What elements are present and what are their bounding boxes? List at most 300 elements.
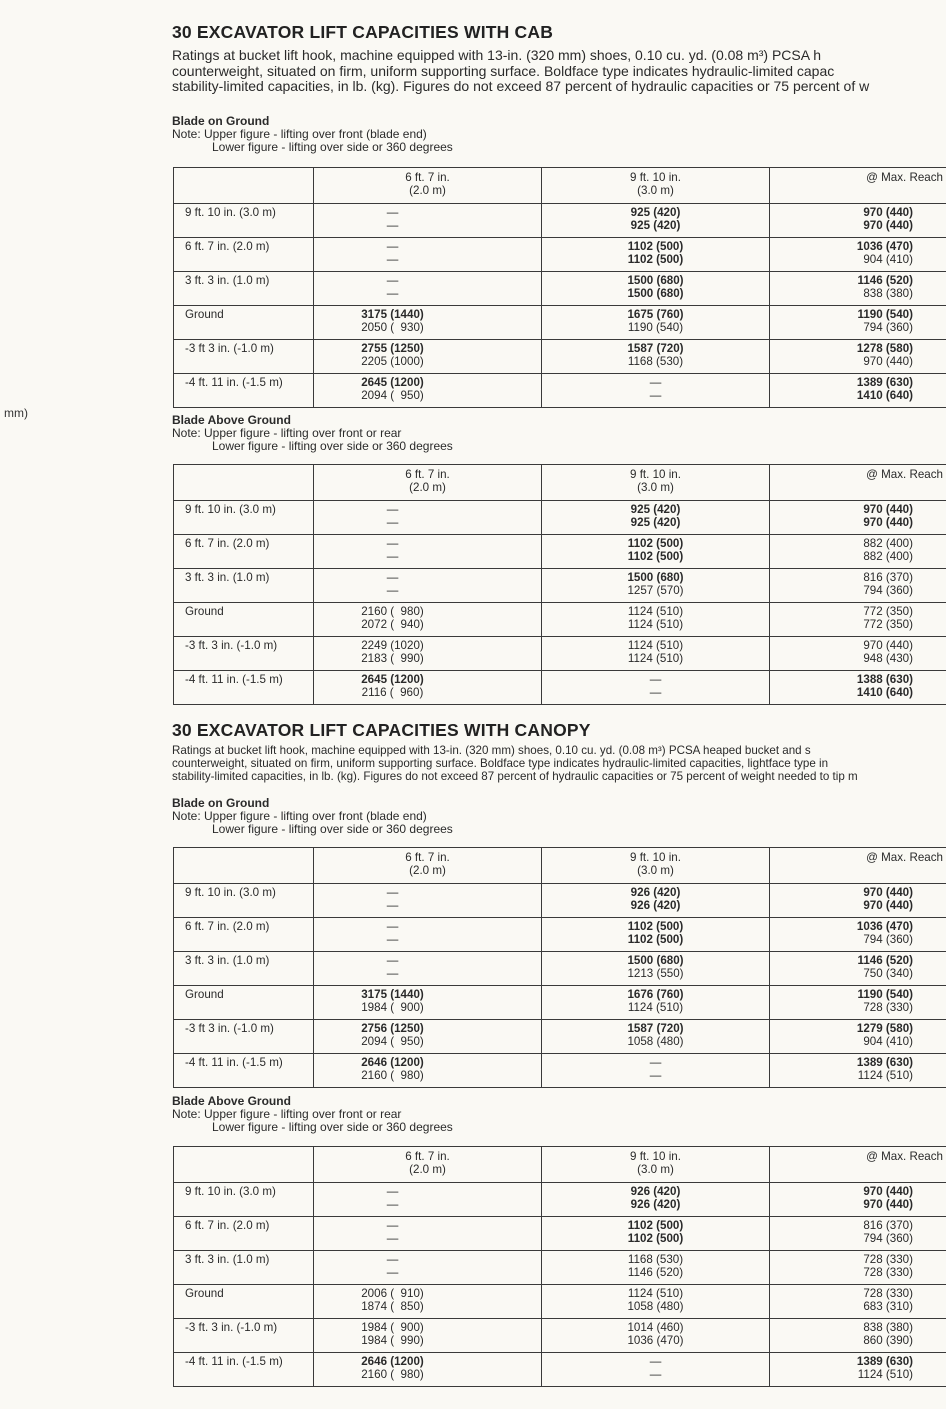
lower-figure: 904 (410) bbox=[863, 253, 913, 266]
upper-figure: 1500 (680) bbox=[627, 571, 684, 584]
upper-figure: 1036 (470) bbox=[856, 920, 913, 933]
upper-figure: 1124 (510) bbox=[627, 1287, 684, 1300]
lower-figure: 2160 ( 980) bbox=[361, 1069, 424, 1082]
canopy-intro bbox=[172, 744, 946, 783]
upper-figure: 2756 (1250) bbox=[361, 1022, 424, 1035]
capacity-cell bbox=[542, 603, 770, 637]
upper-figure: — bbox=[386, 1253, 399, 1266]
capacity-cell bbox=[770, 1054, 946, 1088]
upper-figure: — bbox=[386, 206, 399, 219]
upper-figure: 1676 (760) bbox=[627, 988, 684, 1001]
corner-cell bbox=[174, 168, 314, 204]
corner-cell bbox=[174, 1147, 314, 1183]
lower-figure: 2116 ( 960) bbox=[361, 686, 424, 699]
column-header bbox=[770, 848, 946, 884]
lower-figure: 904 (410) bbox=[863, 1035, 913, 1048]
upper-figure: 1190 (540) bbox=[857, 308, 913, 321]
lower-figure: 2094 ( 950) bbox=[361, 1035, 424, 1048]
capacity-cell bbox=[314, 1020, 542, 1054]
table-row bbox=[174, 1353, 946, 1387]
height-label: -4 ft. 11 in. (-1.5 m) bbox=[174, 1353, 314, 1387]
lower-figure: 925 (420) bbox=[630, 219, 681, 232]
upper-figure: 816 (370) bbox=[863, 1219, 913, 1232]
capacity-cell bbox=[770, 918, 946, 952]
height-label: -3 ft 3 in. (-1.0 m) bbox=[174, 340, 314, 374]
canopy-section-title: 30 EXCAVATOR LIFT CAPACITIES WITH CANOPY bbox=[172, 720, 591, 740]
capacity-cell bbox=[542, 535, 770, 569]
capacity-cell bbox=[770, 204, 946, 238]
capacity-cell bbox=[314, 306, 542, 340]
lower-figure: 1058 (480) bbox=[627, 1300, 684, 1313]
upper-figure: — bbox=[386, 274, 399, 287]
table-row bbox=[174, 204, 946, 238]
upper-figure: 2755 (1250) bbox=[361, 342, 424, 355]
column-header-line: (2.0 m) bbox=[409, 481, 446, 494]
column-header bbox=[314, 848, 542, 884]
lower-figure: 970 (440) bbox=[863, 1198, 913, 1211]
capacity-cell bbox=[314, 535, 542, 569]
upper-figure: 926 (420) bbox=[630, 886, 681, 899]
upper-figure: — bbox=[386, 1219, 399, 1232]
upper-figure: 1102 (500) bbox=[627, 240, 684, 253]
capacity-cell bbox=[314, 952, 542, 986]
upper-figure: 1102 (500) bbox=[627, 920, 684, 933]
upper-figure: 2645 (1200) bbox=[361, 673, 424, 686]
upper-figure: 970 (440) bbox=[863, 206, 913, 219]
table-heading: Blade Above Ground bbox=[172, 413, 291, 427]
table-row bbox=[174, 501, 946, 535]
upper-figure: 1500 (680) bbox=[627, 274, 684, 287]
column-header bbox=[542, 1147, 770, 1183]
lower-figure: 970 (440) bbox=[863, 899, 913, 912]
table-row bbox=[174, 671, 946, 705]
capacity-cell bbox=[770, 374, 946, 408]
capacity-cell bbox=[542, 1183, 770, 1217]
capacity-cell bbox=[770, 569, 946, 603]
upper-figure: 2646 (1200) bbox=[361, 1056, 424, 1069]
height-label: 9 ft. 10 in. (3.0 m) bbox=[174, 884, 314, 918]
column-header-line: 9 ft. 10 in. bbox=[630, 171, 681, 184]
capacity-cell bbox=[314, 671, 542, 705]
upper-figure: 2160 ( 980) bbox=[361, 605, 424, 618]
table-row bbox=[174, 1285, 946, 1319]
capacity-cell bbox=[314, 340, 542, 374]
column-header bbox=[542, 465, 770, 501]
upper-figure: — bbox=[386, 571, 399, 584]
height-label: 6 ft. 7 in. (2.0 m) bbox=[174, 1217, 314, 1251]
lower-figure: — bbox=[386, 899, 399, 912]
column-header bbox=[770, 465, 946, 501]
lift-capacity-table bbox=[173, 847, 946, 1088]
capacity-cell bbox=[542, 1319, 770, 1353]
upper-figure: 2645 (1200) bbox=[361, 376, 424, 389]
header-row bbox=[174, 168, 946, 204]
lower-figure: — bbox=[386, 219, 399, 232]
column-header-line: 6 ft. 7 in. bbox=[405, 851, 450, 864]
table-heading-block bbox=[172, 796, 453, 836]
capacity-cell bbox=[770, 306, 946, 340]
lift-capacity-table bbox=[173, 1146, 946, 1387]
height-label: -4 ft. 11 in. (-1.5 m) bbox=[174, 374, 314, 408]
capacity-cell bbox=[542, 238, 770, 272]
lower-figure: 728 (330) bbox=[863, 1001, 913, 1014]
capacity-cell bbox=[314, 1217, 542, 1251]
capacity-cell bbox=[314, 1251, 542, 1285]
capacity-cell bbox=[542, 918, 770, 952]
table-row bbox=[174, 884, 946, 918]
table-note: Note: Upper figure - lifting over front (blade end) bbox=[172, 127, 427, 141]
height-label: -4 ft. 11 in. (-1.5 m) bbox=[174, 1054, 314, 1088]
column-header-line: 6 ft. 7 in. bbox=[405, 1150, 450, 1163]
lift-capacity-table bbox=[173, 464, 946, 705]
upper-figure: 2646 (1200) bbox=[361, 1355, 424, 1368]
upper-figure: 1675 (760) bbox=[627, 308, 684, 321]
margin-fragment: mm) bbox=[4, 406, 28, 420]
lower-figure: 970 (440) bbox=[863, 219, 913, 232]
lower-figure: 2160 ( 980) bbox=[361, 1368, 424, 1381]
capacity-cell bbox=[770, 501, 946, 535]
height-label: 9 ft. 10 in. (3.0 m) bbox=[174, 204, 314, 238]
upper-figure: 1587 (720) bbox=[627, 1022, 684, 1035]
table-row bbox=[174, 1020, 946, 1054]
table-heading: Blade on Ground bbox=[172, 114, 270, 128]
lower-figure: 1213 (550) bbox=[627, 967, 684, 980]
upper-figure: 1587 (720) bbox=[627, 342, 684, 355]
corner-cell bbox=[174, 465, 314, 501]
lower-figure: 728 (330) bbox=[863, 1266, 913, 1279]
lower-figure: 750 (340) bbox=[863, 967, 913, 980]
upper-figure: 1146 (520) bbox=[857, 274, 913, 287]
upper-figure: 1389 (630) bbox=[856, 376, 913, 389]
cab-intro-line: stability-limited capacities, in lb. (kg). Figures do not exceed 87 percent of hydraulic capacities or 75 percent of w bbox=[172, 78, 870, 94]
lower-figure: 1124 (510) bbox=[627, 1001, 684, 1014]
lower-figure: — bbox=[386, 1266, 399, 1279]
table-row bbox=[174, 272, 946, 306]
upper-figure: 816 (370) bbox=[863, 571, 913, 584]
capacity-cell bbox=[542, 1285, 770, 1319]
upper-figure: 1389 (630) bbox=[856, 1355, 913, 1368]
lower-figure: 1036 (470) bbox=[627, 1334, 684, 1347]
table-row bbox=[174, 306, 946, 340]
lower-figure: 1102 (500) bbox=[627, 550, 684, 563]
cab-intro bbox=[172, 48, 946, 95]
capacity-cell bbox=[542, 272, 770, 306]
upper-figure: 1102 (500) bbox=[627, 1219, 684, 1232]
column-header-line: 6 ft. 7 in. bbox=[405, 171, 450, 184]
lower-figure: 1058 (480) bbox=[627, 1035, 684, 1048]
table-heading: Blade Above Ground bbox=[172, 1094, 291, 1108]
capacity-cell bbox=[770, 986, 946, 1020]
cab-intro-line: counterweight, situated on firm, uniform supporting surface. Boldface type indicates hydraulic-limited capac bbox=[172, 62, 835, 79]
capacity-cell bbox=[542, 1353, 770, 1387]
table-note: Lower figure - lifting over side or 360 degrees bbox=[212, 1120, 453, 1134]
height-label: 3 ft. 3 in. (1.0 m) bbox=[174, 272, 314, 306]
lower-figure: — bbox=[386, 584, 399, 597]
lower-figure: 925 (420) bbox=[630, 516, 681, 529]
capacity-cell bbox=[314, 272, 542, 306]
canopy-intro-line: counterweight, situated on firm, uniform supporting surface. Boldface type indicates hydraulic-limited capacities, lightface type in bbox=[172, 757, 829, 770]
table-row bbox=[174, 986, 946, 1020]
lower-figure: 794 (360) bbox=[863, 1232, 913, 1245]
upper-figure: 925 (420) bbox=[630, 503, 681, 516]
table-row bbox=[174, 952, 946, 986]
lower-figure: 2072 ( 940) bbox=[361, 618, 424, 631]
lower-figure: 860 (390) bbox=[863, 1334, 913, 1347]
capacity-cell bbox=[542, 204, 770, 238]
header-row bbox=[174, 1147, 946, 1183]
column-header bbox=[314, 465, 542, 501]
capacity-cell bbox=[770, 1319, 946, 1353]
height-label: Ground bbox=[174, 986, 314, 1020]
height-label: -3 ft. 3 in. (-1.0 m) bbox=[174, 637, 314, 671]
lower-figure: 970 (440) bbox=[863, 355, 913, 368]
table-row bbox=[174, 637, 946, 671]
lower-figure: 1410 (640) bbox=[856, 389, 913, 402]
upper-figure: 1124 (510) bbox=[627, 639, 684, 652]
column-header-line: (2.0 m) bbox=[409, 864, 446, 877]
upper-figure: — bbox=[386, 920, 399, 933]
column-header-line: @ Max. Reach bbox=[866, 171, 943, 184]
table-note: Lower figure - lifting over side or 360 degrees bbox=[212, 439, 453, 453]
capacity-cell bbox=[542, 671, 770, 705]
column-header-line: (2.0 m) bbox=[409, 184, 446, 197]
capacity-cell bbox=[314, 1319, 542, 1353]
height-label: Ground bbox=[174, 306, 314, 340]
capacity-cell bbox=[314, 1183, 542, 1217]
lower-figure: 794 (360) bbox=[863, 584, 913, 597]
capacity-cell bbox=[314, 1285, 542, 1319]
upper-figure: 838 (380) bbox=[863, 1321, 913, 1334]
table-row bbox=[174, 1251, 946, 1285]
capacity-cell bbox=[770, 884, 946, 918]
column-header-line: 6 ft. 7 in. bbox=[405, 468, 450, 481]
lower-figure: 1984 ( 990) bbox=[361, 1334, 424, 1347]
height-label: -4 ft. 11 in. (-1.5 m) bbox=[174, 671, 314, 705]
upper-figure: 3175 (1440) bbox=[361, 988, 424, 1001]
column-header bbox=[314, 1147, 542, 1183]
cab-section-title: 30 EXCAVATOR LIFT CAPACITIES WITH CAB bbox=[172, 22, 554, 42]
lower-figure: — bbox=[386, 1232, 399, 1245]
capacity-cell bbox=[542, 637, 770, 671]
capacity-cell bbox=[770, 1251, 946, 1285]
capacity-cell bbox=[542, 569, 770, 603]
upper-figure: 1500 (680) bbox=[627, 954, 684, 967]
lower-figure: 926 (420) bbox=[630, 899, 681, 912]
capacity-cell bbox=[542, 374, 770, 408]
cab-intro-line: Ratings at bucket lift hook, machine equipped with 13-in. (320 mm) shoes, 0.10 cu. yd. (0.08 m³) PCSA h bbox=[172, 47, 821, 63]
lower-figure: — bbox=[386, 933, 399, 946]
table-note: Lower figure - lifting over side or 360 degrees bbox=[212, 822, 453, 836]
lower-figure: 1124 (510) bbox=[857, 1368, 913, 1381]
column-header bbox=[770, 168, 946, 204]
upper-figure: — bbox=[386, 1185, 399, 1198]
column-header bbox=[542, 168, 770, 204]
capacity-cell bbox=[542, 1217, 770, 1251]
capacity-cell bbox=[314, 569, 542, 603]
upper-figure: 1190 (540) bbox=[857, 988, 913, 1001]
capacity-cell bbox=[770, 1183, 946, 1217]
upper-figure: 772 (350) bbox=[863, 605, 913, 618]
column-header-line: (3.0 m) bbox=[637, 1163, 674, 1176]
upper-figure: 882 (400) bbox=[863, 537, 913, 550]
height-label: 9 ft. 10 in. (3.0 m) bbox=[174, 1183, 314, 1217]
upper-figure: 2006 ( 910) bbox=[361, 1287, 424, 1300]
upper-figure: 970 (440) bbox=[863, 886, 913, 899]
capacity-cell bbox=[770, 1353, 946, 1387]
capacity-cell bbox=[770, 603, 946, 637]
capacity-cell bbox=[314, 637, 542, 671]
lower-figure: 1874 ( 850) bbox=[361, 1300, 424, 1313]
capacity-cell bbox=[542, 1054, 770, 1088]
canopy-intro-line: stability-limited capacities, in lb. (kg). Figures do not exceed 87 percent of hydraulic capacities or 75 percent of weight needed to tip m bbox=[172, 770, 858, 783]
lower-figure: 1168 (530) bbox=[627, 355, 684, 368]
lower-figure: 2205 (1000) bbox=[361, 355, 424, 368]
column-header bbox=[314, 168, 542, 204]
height-label: -3 ft 3 in. (-1.0 m) bbox=[174, 1020, 314, 1054]
table-row bbox=[174, 569, 946, 603]
column-header-line: @ Max. Reach bbox=[866, 1150, 943, 1163]
lower-figure: 2183 ( 990) bbox=[361, 652, 424, 665]
upper-figure: 925 (420) bbox=[630, 206, 681, 219]
lower-figure: — bbox=[649, 1069, 662, 1082]
lower-figure: 683 (310) bbox=[863, 1300, 913, 1313]
upper-figure: 1102 (500) bbox=[627, 537, 684, 550]
lower-figure: 772 (350) bbox=[863, 618, 913, 631]
capacity-cell bbox=[314, 986, 542, 1020]
table-note: Lower figure - lifting over side or 360 degrees bbox=[212, 140, 453, 154]
column-header bbox=[770, 1147, 946, 1183]
upper-figure: — bbox=[649, 1355, 662, 1368]
table-row bbox=[174, 340, 946, 374]
lower-figure: 794 (360) bbox=[863, 933, 913, 946]
lower-figure: 882 (400) bbox=[863, 550, 913, 563]
capacity-cell bbox=[542, 340, 770, 374]
height-label: 6 ft. 7 in. (2.0 m) bbox=[174, 238, 314, 272]
upper-figure: 728 (330) bbox=[863, 1287, 913, 1300]
capacity-cell bbox=[542, 952, 770, 986]
capacity-cell bbox=[542, 1020, 770, 1054]
capacity-cell bbox=[314, 238, 542, 272]
capacity-cell bbox=[770, 1285, 946, 1319]
upper-figure: — bbox=[649, 673, 662, 686]
capacity-cell bbox=[770, 1217, 946, 1251]
capacity-cell bbox=[542, 884, 770, 918]
column-header-line: 9 ft. 10 in. bbox=[630, 851, 681, 864]
column-header-line: 9 ft. 10 in. bbox=[630, 468, 681, 481]
table-row bbox=[174, 374, 946, 408]
column-header-line: (2.0 m) bbox=[409, 1163, 446, 1176]
lower-figure: 1984 ( 900) bbox=[361, 1001, 424, 1014]
upper-figure: 1984 ( 900) bbox=[361, 1321, 424, 1334]
table-row bbox=[174, 918, 946, 952]
lower-figure: — bbox=[386, 1198, 399, 1211]
upper-figure: 1036 (470) bbox=[856, 240, 913, 253]
upper-figure: 1124 (510) bbox=[627, 605, 684, 618]
capacity-cell bbox=[314, 918, 542, 952]
column-header-line: 9 ft. 10 in. bbox=[630, 1150, 681, 1163]
capacity-cell bbox=[314, 1054, 542, 1088]
upper-figure: 3175 (1440) bbox=[361, 308, 424, 321]
capacity-cell bbox=[542, 986, 770, 1020]
header-row bbox=[174, 848, 946, 884]
column-header-line: (3.0 m) bbox=[637, 481, 674, 494]
lower-figure: 926 (420) bbox=[630, 1198, 681, 1211]
capacity-cell bbox=[542, 501, 770, 535]
upper-figure: 728 (330) bbox=[863, 1253, 913, 1266]
capacity-cell bbox=[314, 204, 542, 238]
upper-figure: 970 (440) bbox=[863, 639, 913, 652]
lower-figure: 1190 (540) bbox=[627, 321, 684, 334]
capacity-cell bbox=[314, 603, 542, 637]
lower-figure: — bbox=[649, 1368, 662, 1381]
canopy-intro-line: Ratings at bucket lift hook, machine equipped with 13-in. (320 mm) shoes, 0.10 cu. yd. (0.08 m³) PCSA heaped bucket and s bbox=[172, 744, 811, 757]
upper-figure: 970 (440) bbox=[863, 1185, 913, 1198]
capacity-cell bbox=[770, 238, 946, 272]
corner-cell bbox=[174, 848, 314, 884]
upper-figure: 1014 (460) bbox=[627, 1321, 684, 1334]
lower-figure: 2050 ( 930) bbox=[361, 321, 424, 334]
capacity-cell bbox=[314, 374, 542, 408]
height-label: Ground bbox=[174, 603, 314, 637]
height-label: 6 ft. 7 in. (2.0 m) bbox=[174, 918, 314, 952]
height-label: 3 ft. 3 in. (1.0 m) bbox=[174, 952, 314, 986]
height-label: 3 ft. 3 in. (1.0 m) bbox=[174, 1251, 314, 1285]
column-header bbox=[542, 848, 770, 884]
table-row bbox=[174, 1183, 946, 1217]
capacity-cell bbox=[770, 952, 946, 986]
table-row bbox=[174, 238, 946, 272]
upper-figure: — bbox=[649, 1056, 662, 1069]
column-header-line: @ Max. Reach bbox=[866, 851, 943, 864]
upper-figure: 2249 (1020) bbox=[361, 639, 424, 652]
lower-figure: 970 (440) bbox=[863, 516, 913, 529]
table-heading: Blade on Ground bbox=[172, 796, 270, 810]
upper-figure: — bbox=[386, 503, 399, 516]
height-label: 6 ft. 7 in. (2.0 m) bbox=[174, 535, 314, 569]
upper-figure: — bbox=[386, 886, 399, 899]
column-header-line: (3.0 m) bbox=[637, 184, 674, 197]
capacity-cell bbox=[770, 1020, 946, 1054]
lift-capacity-table bbox=[173, 167, 946, 408]
upper-figure: — bbox=[386, 240, 399, 253]
capacity-cell bbox=[770, 340, 946, 374]
height-label: -3 ft. 3 in. (-1.0 m) bbox=[174, 1319, 314, 1353]
table-row bbox=[174, 1054, 946, 1088]
capacity-cell bbox=[542, 306, 770, 340]
lower-figure: 1146 (520) bbox=[627, 1266, 684, 1279]
height-label: Ground bbox=[174, 1285, 314, 1319]
column-header-line: @ Max. Reach bbox=[866, 468, 943, 481]
lower-figure: — bbox=[386, 550, 399, 563]
lower-figure: 838 (380) bbox=[863, 287, 913, 300]
lower-figure: 1410 (640) bbox=[856, 686, 913, 699]
capacity-cell bbox=[770, 637, 946, 671]
lower-figure: 1124 (510) bbox=[627, 618, 684, 631]
lower-figure: 1500 (680) bbox=[627, 287, 684, 300]
lower-figure: — bbox=[649, 686, 662, 699]
height-label: 3 ft. 3 in. (1.0 m) bbox=[174, 569, 314, 603]
upper-figure: 1388 (630) bbox=[856, 673, 913, 686]
table-row bbox=[174, 1217, 946, 1251]
upper-figure: 1278 (580) bbox=[856, 342, 913, 355]
upper-figure: 1389 (630) bbox=[856, 1056, 913, 1069]
table-row bbox=[174, 603, 946, 637]
upper-figure: — bbox=[386, 537, 399, 550]
lower-figure: 1102 (500) bbox=[627, 1232, 684, 1245]
lower-figure: 1102 (500) bbox=[627, 933, 684, 946]
header-row bbox=[174, 465, 946, 501]
height-label: 9 ft. 10 in. (3.0 m) bbox=[174, 501, 314, 535]
